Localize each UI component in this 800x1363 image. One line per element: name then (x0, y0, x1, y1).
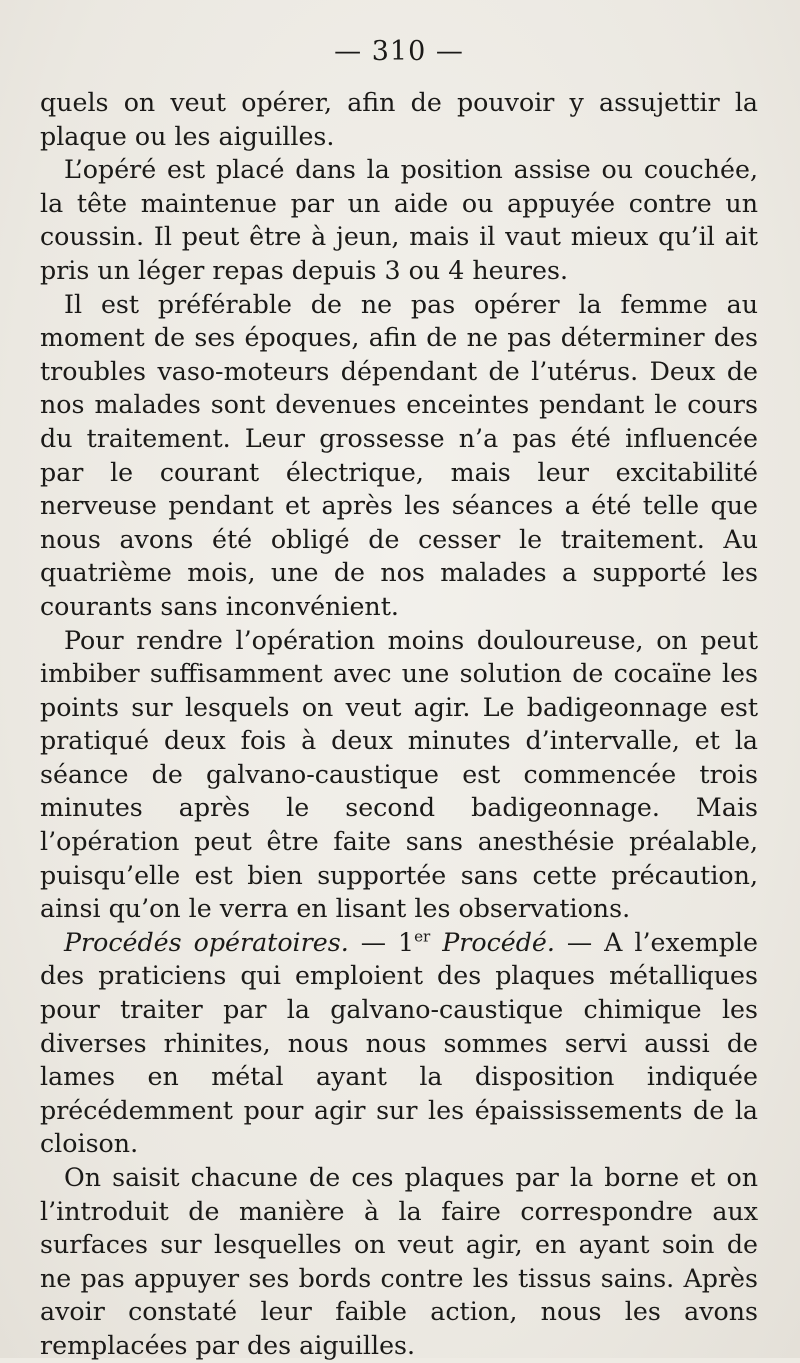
section-heading-italic: Procédés opératoires. (64, 927, 349, 957)
procedure-text: — A l’exemple des praticiens qui emploient des plaques métalliques pour traiter par la galvano-caustique chimique les diverses rhinites, nous nous sommes servi aussi de lames en métal ayant la disposition indiquée précédemment pour agir sur les épaississements de la cloison. (40, 927, 758, 1159)
heading-dash: — (348, 927, 398, 957)
paragraph-anesthesia: Pour rendre l’opération moins douloureuse, on peut imbiber suffisamment avec une solution de cocaïne les points sur lesquels on veut agir. Le badigeonnage est pratiqué deux fois à deux minutes d’intervalle, et la séance de galvano-caustique est commencée trois minutes après le second badigeonnage. Mais l’opération peut être faite sans anesthésie préalable, puisqu’elle est bien supportée sans cette précaution, ainsi qu’on le verra en lisant les observations. (40, 625, 758, 924)
paragraph-timing: Il est préférable de ne pas opérer la femme au moment de ses époques, afin de ne pas déterminer des troubles vaso-moteurs dépendant de l’utérus. Deux de nos malades sont devenues enceintes pendant le cours du traitement. Leur grossesse n’a pas été influencée par le courant électrique, mais leur excitabilité nerveuse pendant et après les séances a été telle que nous avons été obligé de cesser le traitement. Au quatrième mois, une de nos malades a supporté les courants sans inconvénient. (40, 289, 758, 621)
procedure-numeral-superscript: er (414, 927, 431, 946)
procedure-word-italic: Procédé. (430, 927, 555, 957)
paragraph-patient-position: L’opéré est placé dans la position assise ou couchée, la tête maintenue par un aide ou appuyée contre un coussin. Il peut être à jeun, mais il vaut mieux qu’il ait pris un léger repas depuis 3 ou 4 heures. (40, 155, 758, 285)
paragraph-plates: On saisit chacune de ces plaques par la borne et on l’introduit de manière à la faire correspondre aux surfaces sur lesquelles on veut agir, en ayant soin de ne pas appuyer ses bords contre les tissus sains. Après avoir constaté leur faible action, nous les avons remplacées par des aiguilles. (40, 1163, 758, 1360)
paragraph-continuation: quels on veut opérer, afin de pouvoir y assujettir la plaque ou les aiguilles. (40, 88, 758, 151)
procedure-numeral: 1 (397, 927, 415, 957)
paragraph-procedures (40, 926, 758, 1161)
page-number: — 310 — (334, 36, 464, 67)
body-text (40, 86, 758, 1363)
